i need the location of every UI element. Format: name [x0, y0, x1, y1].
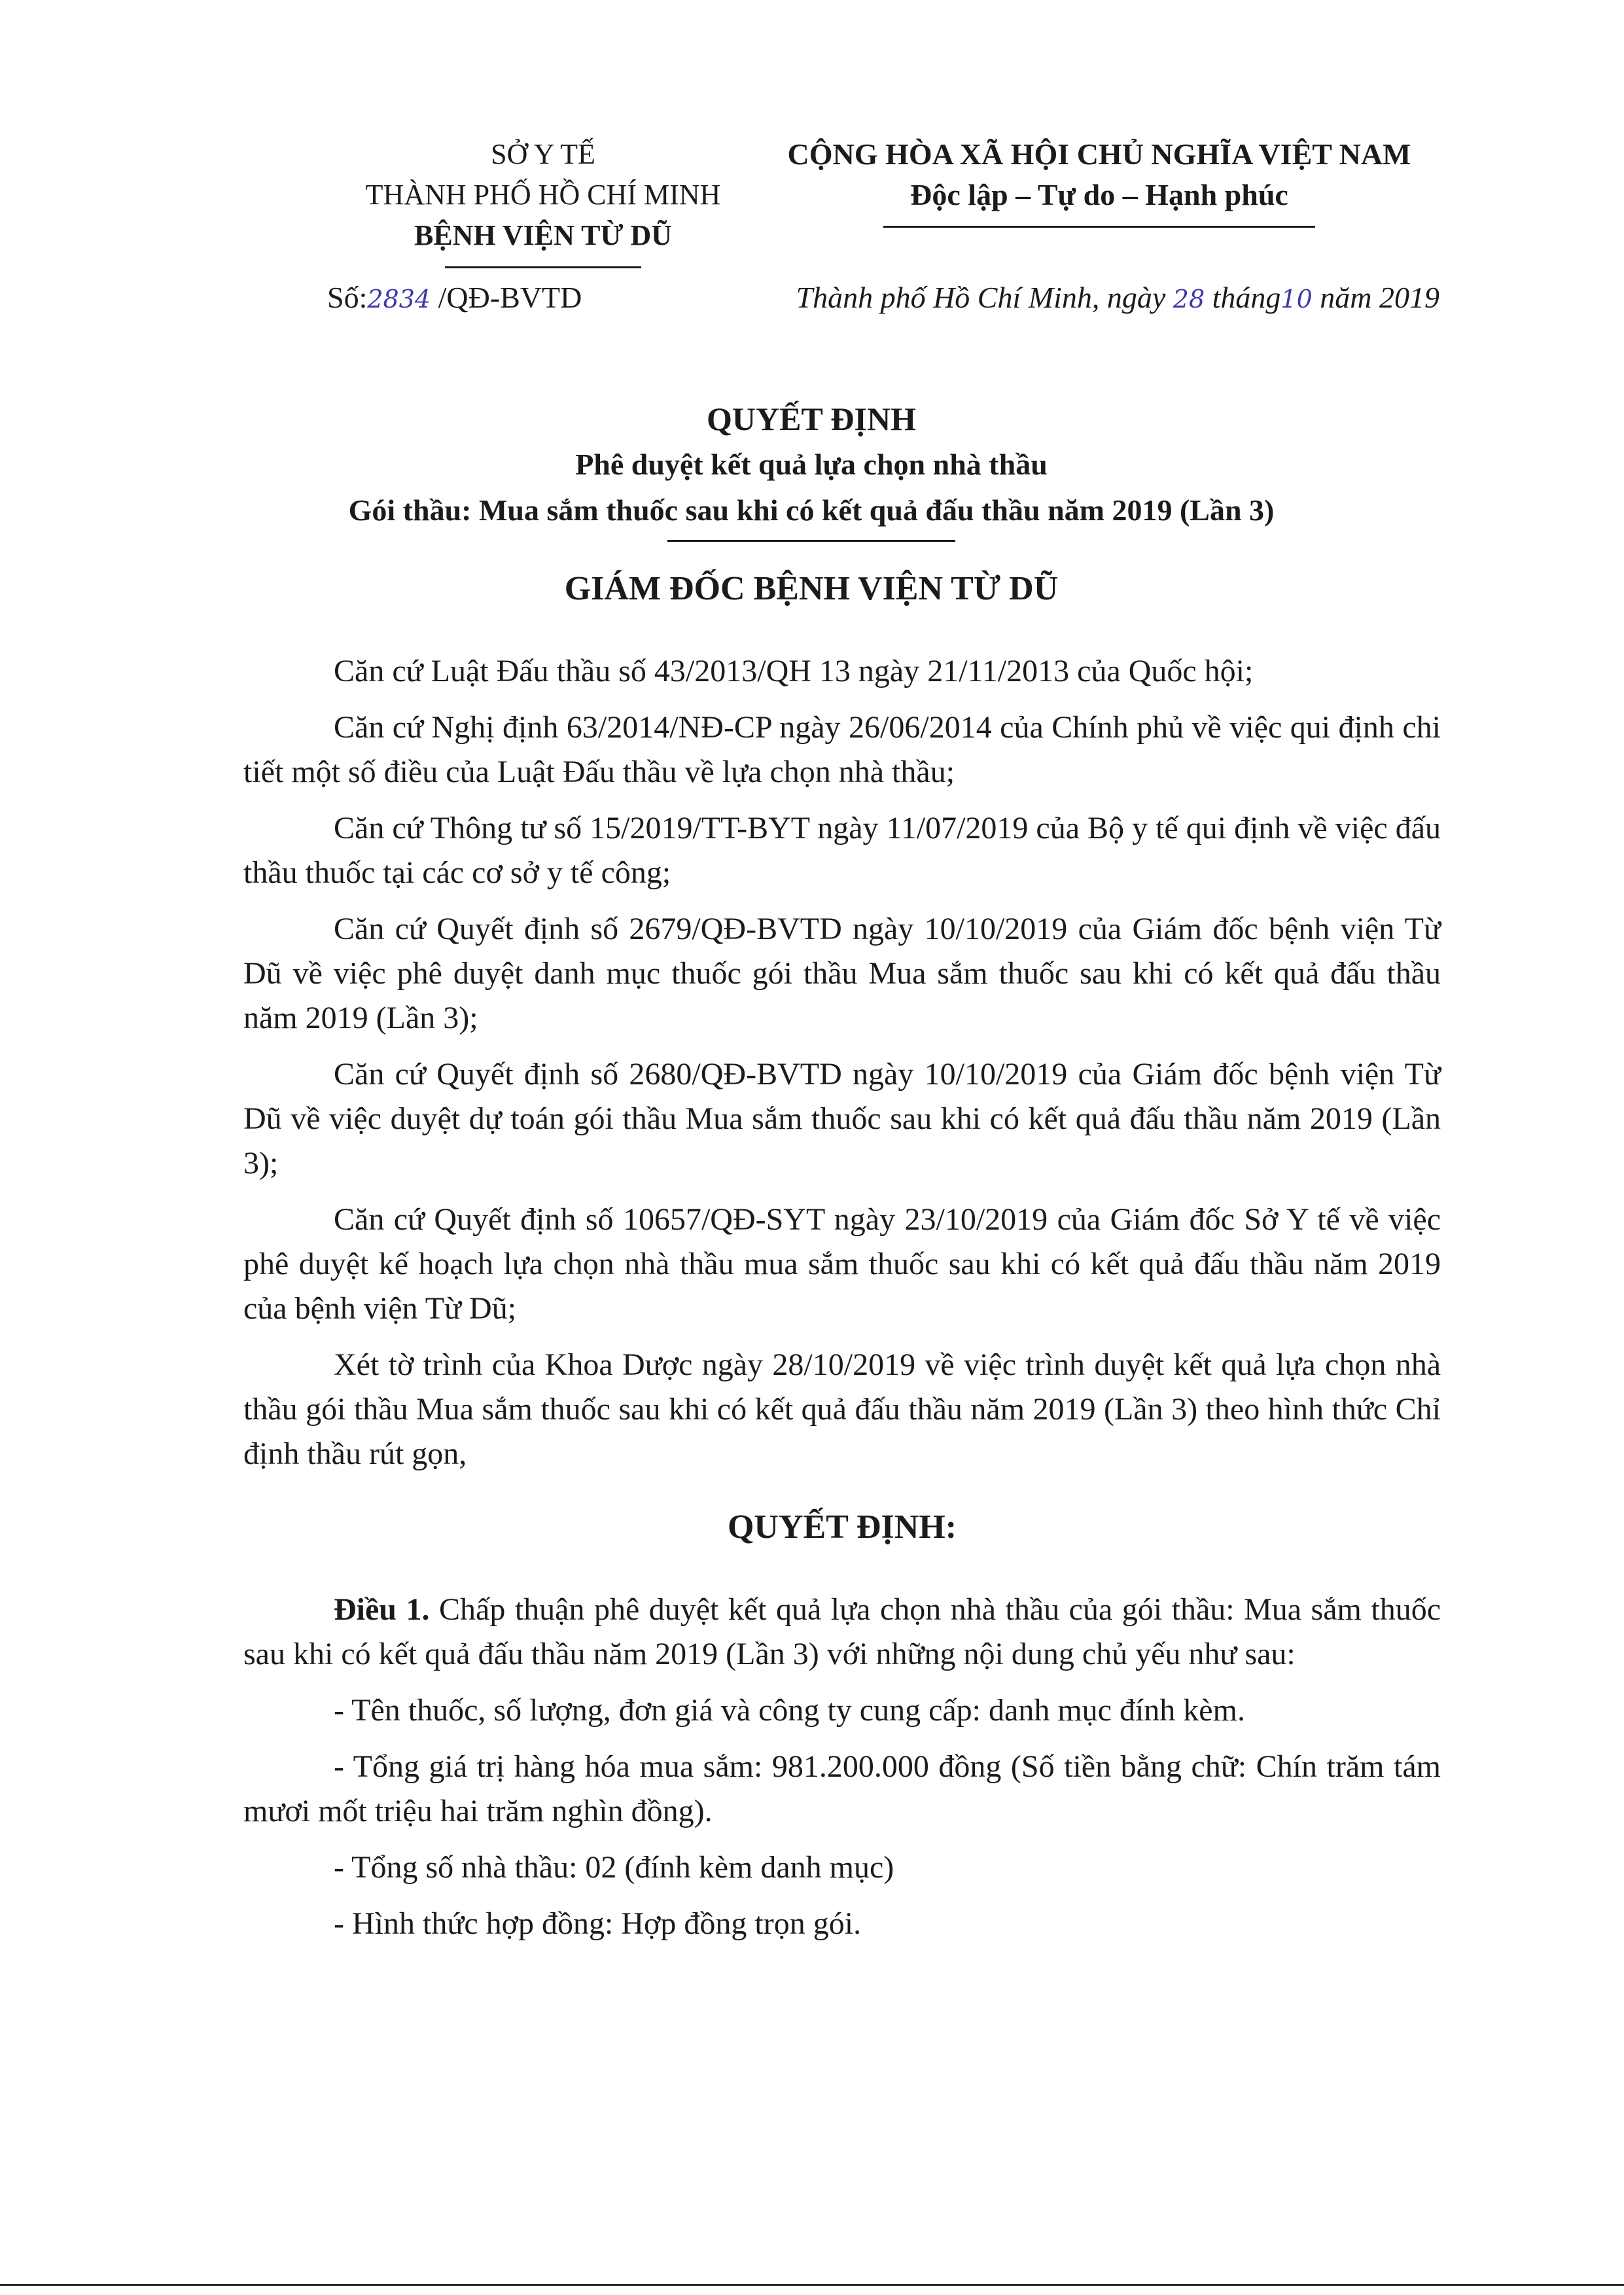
number-handwritten: 2834: [367, 285, 431, 313]
month-word: tháng: [1212, 281, 1281, 314]
legal-basis-2: Căn cứ Nghị định 63/2014/NĐ-CP ngày 26/06/2014 của Chính phủ về việc qui định chi tiết một số điều của Luật Đấu thầu về lựa chọn nhà thầu;: [243, 710, 1441, 789]
decision-title: QUYẾT ĐỊNH: [707, 400, 916, 437]
month-handwritten: 10: [1280, 285, 1313, 313]
legal-basis-5: Căn cứ Quyết định số 2680/QĐ-BVTD ngày 10/10/2019 của Giám đốc bệnh viện Từ Dũ về việc duyệt dự toán gói thầu Mua sắm thuốc sau khi có kết quả đấu thầu năm 2019 (Lần 3);: [243, 1057, 1441, 1181]
article-1-item: - Tên thuốc, số lượng, đơn giá và công ty cung cấp: danh mục đính kèm.: [334, 1693, 1245, 1728]
motto-underline: [883, 226, 1315, 228]
document-number: [327, 280, 582, 315]
agency-hospital: BỆNH VIỆN TỪ DŨ: [414, 219, 673, 251]
scan-edge-line: [0, 2284, 1624, 2286]
package-title: Gói thầu: Mua sắm thuốc sau khi có kết quả đấu thầu năm 2019 (Lần 3): [348, 493, 1275, 527]
day-handwritten: 28: [1173, 285, 1205, 313]
title-underline: [667, 540, 955, 542]
legal-basis-4: Căn cứ Quyết định số 2679/QĐ-BVTD ngày 10/10/2019 của Giám đốc bệnh viện Từ Dũ về việc phê duyệt danh mục thuốc gói thầu Mua sắm thuốc sau khi có kết quả đấu thầu năm 2019 (Lần 3);: [243, 912, 1441, 1035]
article-1-item: - Tổng giá trị hàng hóa mua sắm: 981.200.000 đồng (Số tiền bằng chữ: Chín trăm tám mươi mốt triệu hai trăm nghìn đồng).: [243, 1749, 1441, 1828]
document-body: [243, 649, 1441, 1958]
agency-underline: [445, 266, 641, 268]
article-1: [243, 1588, 1441, 1677]
legal-basis-1: Căn cứ Luật Đấu thầu số 43/2013/QH 13 ngày 21/11/2013 của Quốc hội;: [334, 654, 1254, 688]
number-prefix: Số:: [327, 281, 368, 314]
legal-basis-3: Căn cứ Thông tư số 15/2019/TT-BYT ngày 11/07/2019 của Bộ y tế qui định về việc đấu thầu thuốc tại các cơ sở y tế công;: [243, 811, 1441, 890]
article-1-item: - Hình thức hợp đồng: Hợp đồng trọn gói.: [334, 1906, 862, 1941]
nation-motto: Độc lập – Tự do – Hạnh phúc: [910, 178, 1288, 211]
decision-heading: QUYẾT ĐỊNH:: [727, 1508, 957, 1546]
legal-basis-6: Căn cứ Quyết định số 10657/QĐ-SYT ngày 23/10/2019 của Giám đốc Sở Y tế về việc phê duyệt kế hoạch lựa chọn nhà thầu mua sắm thuốc sau khi có kết quả đấu thầu năm 2019 của bệnh viện Từ Dũ;: [243, 1202, 1441, 1326]
agency-city: THÀNH PHỐ HỒ CHÍ MINH: [365, 179, 721, 211]
issue-date: [726, 280, 1439, 315]
decision-subtitle: Phê duyệt kết quả lựa chọn nhà thầu: [575, 448, 1048, 481]
number-suffix: /QĐ-BVTD: [438, 281, 582, 314]
nation-name: CỘNG HÒA XÃ HỘI CHỦ NGHĨA VIỆT NAM: [787, 137, 1411, 171]
article-1-label: Điều 1.: [334, 1592, 430, 1627]
article-1-text: Chấp thuận phê duyệt kết quả lựa chọn nhà thầu của gói thầu: Mua sắm thuốc sau khi có kết quả đấu thầu năm 2019 (Lần 3) với những nội dung chủ yếu như sau:: [243, 1592, 1441, 1671]
agency-department: SỞ Y TẾ: [491, 138, 595, 170]
legal-basis-7: Xét tờ trình của Khoa Dược ngày 28/10/2019 về việc trình duyệt kết quả lựa chọn nhà thầu gói thầu Mua sắm thuốc sau khi có kết quả đấu thầu năm 2019 (Lần 3) theo hình thức Chỉ định thầu rút gọn,: [243, 1347, 1441, 1471]
national-motto-block: [726, 134, 1472, 228]
director-heading: GIÁM ĐỐC BỆNH VIỆN TỪ DŨ: [564, 570, 1059, 607]
decision-title-block: [196, 396, 1426, 542]
year-text: năm 2019: [1320, 281, 1439, 314]
article-1-item: - Tổng số nhà thầu: 02 (đính kèm danh mục): [334, 1850, 894, 1885]
date-prefix: Thành phố Hồ Chí Minh, ngày: [796, 281, 1166, 314]
